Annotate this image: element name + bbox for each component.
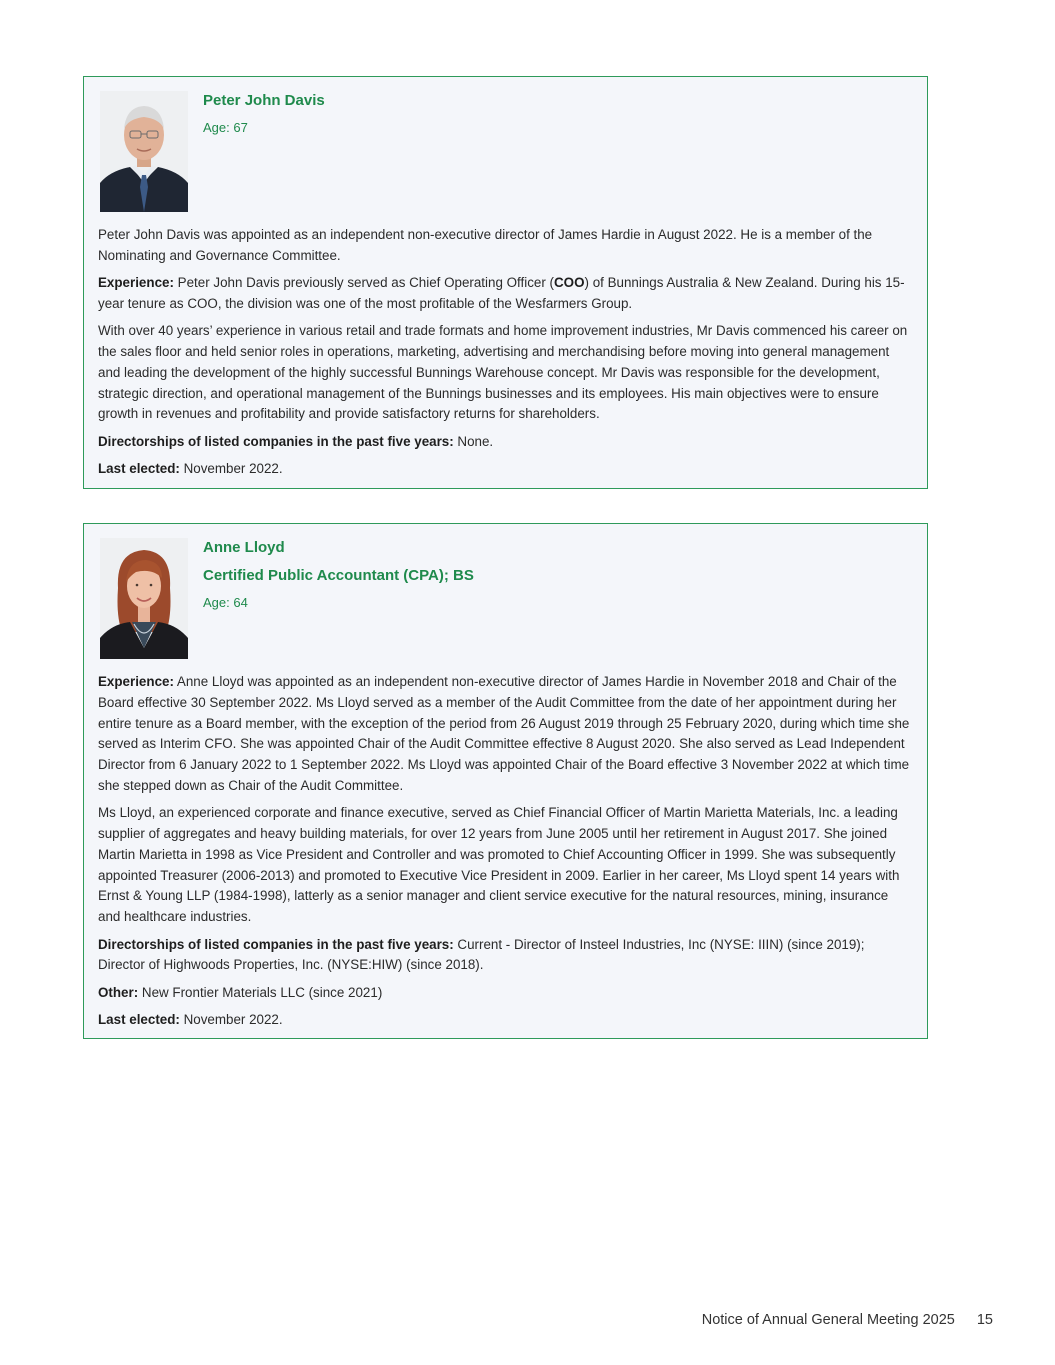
director-heading xyxy=(203,91,325,137)
bio-other xyxy=(98,983,913,1004)
directorships-label: Directorships of listed companies in the past five years: xyxy=(98,936,454,952)
director-photo xyxy=(100,91,188,212)
coo-abbreviation: COO xyxy=(554,275,585,291)
other-value: New Frontier Materials LLC (since 2021) xyxy=(138,984,383,1000)
bio-experience xyxy=(98,672,913,797)
last-elected-value: November 2022. xyxy=(179,1011,283,1027)
bio-directorships xyxy=(98,935,913,977)
footer-title: Notice of Annual General Meeting 2025 xyxy=(701,1312,955,1328)
directorships-label: Directorships of listed companies in the past five years: xyxy=(98,433,454,449)
directorships-value: Current - Director of Insteel Industries, Inc (NYSE: IIIN) (since 2019); Director of Highwoods Properties, Inc. (NYSE:HIW) (since 2018). xyxy=(98,936,865,973)
director-header xyxy=(98,91,913,212)
director-age: Age: 64 xyxy=(203,595,248,610)
experience-text-a: Peter John Davis previously served as Chief Operating Officer ( xyxy=(173,275,554,291)
director-card-lloyd xyxy=(83,523,928,1039)
experience-label: Experience: xyxy=(98,674,174,689)
experience-text-b: ) of Bunnings Australia & New Zealand. During his 15-year tenure as COO, the division was one of the most profitable of the Wesfarmers Group. xyxy=(98,275,905,311)
bio-directorships xyxy=(98,432,913,453)
director-name: Peter John Davis xyxy=(203,92,325,109)
bio-intro: Peter John Davis was appointed as an independent non-executive director of James Hardie in August 2022. He is a member of the Nominating and Governance Committee. xyxy=(98,227,873,263)
director-card-davis xyxy=(83,76,928,489)
last-elected-label: Last elected: xyxy=(98,460,180,476)
director-age: Age: 67 xyxy=(203,120,248,135)
other-label: Other: xyxy=(98,984,139,1000)
bio-last-elected xyxy=(98,459,913,480)
bio-paragraph: With over 40 years’ experience in various retail and trade formats and home improvement industries, Mr Davis commenced his career on the sales floor and held senior roles in operations, marketing, advertising and merchandising before moving into general management and leading the development of the highly successful Bunnings Warehouse concept. Mr Davis was responsible for the development, strategic direction, and operational management of the Bunnings businesses and its employees. His main objectives were to ensure growth in revenues and profitability and provide satisfactory returns for shareholders. xyxy=(98,323,908,422)
bio-last-elected xyxy=(98,1010,913,1031)
portrait-woman-icon xyxy=(100,538,188,659)
experience-text: Anne Lloyd was appointed as an independent non-executive director of James Hardie in November 2018 and Chair of the Board effective 30 September 2022. Ms Lloyd served as a member of the Audit Committee from the date of her appointment during her entire tenure as a Board member, with the exception of the period from 26 August 2019 through 25 February 2020, during which time she served as Interim CFO. She was appointed Chair of the Audit Committee effective 8 August 2020. She also served as Lead Independent Director from 6 January 2022 to 1 September 2022. Ms Lloyd was appointed Chair of the Board effective 3 November 2022 at which time she stepped down as Chair of the Audit Committee. xyxy=(98,674,910,793)
director-heading xyxy=(203,538,474,612)
directorships-value: None. xyxy=(453,433,494,449)
page-footer xyxy=(702,1312,993,1328)
director-qualification: Certified Public Accountant (CPA); BS xyxy=(203,567,474,584)
director-header xyxy=(98,538,913,659)
portrait-man-icon xyxy=(100,91,188,212)
page-number: 15 xyxy=(976,1312,993,1328)
director-photo xyxy=(100,538,188,659)
bio-paragraph: Ms Lloyd, an experienced corporate and finance executive, served as Chief Financial Officer of Martin Marietta Materials, Inc. a leading supplier of aggregates and heavy building materials, for over 12 years from June 2005 until her retirement in August 2017. She joined Martin Marietta in 1998 as Vice President and Controller and was promoted to Chief Accounting Officer in 1999. She was subsequently appointed Treasurer (2006-2013) and promoted to Executive Vice President in 2009. Earlier in her career, Ms Lloyd spent 14 years with Ernst & Young LLP (1984-1998), latterly as a senior manager and client service executive for the natural resources, mining, insurance and healthcare industries. xyxy=(98,805,900,925)
director-bio xyxy=(98,225,913,480)
bio-experience xyxy=(98,273,913,315)
last-elected-label: Last elected: xyxy=(98,1011,180,1027)
director-bio xyxy=(98,672,913,1031)
experience-label: Experience: xyxy=(98,275,174,291)
director-name: Anne Lloyd xyxy=(203,539,285,556)
last-elected-value: November 2022. xyxy=(179,460,283,476)
